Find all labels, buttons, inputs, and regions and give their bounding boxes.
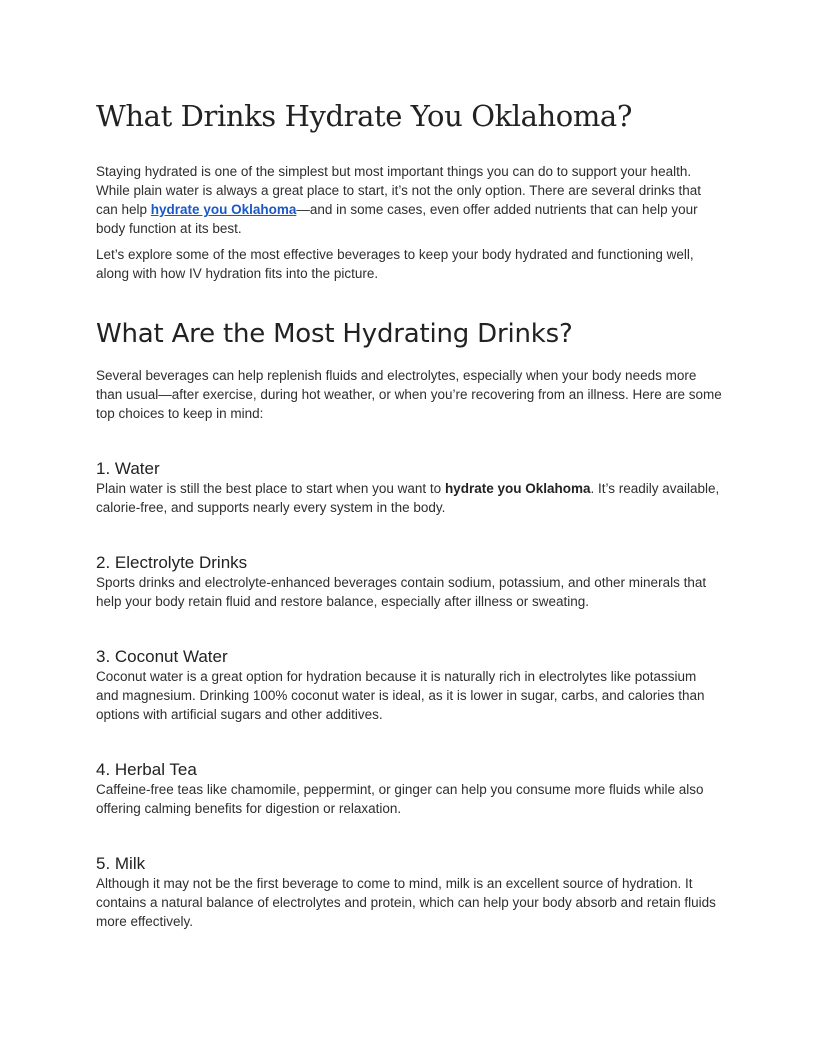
intro-text-part1: Staying hydrated is one of the simplest but most important things you can do to support your health. While plain water is always a great place to start, it’s not the only option. There are several drinks that can help [96,164,702,217]
list-item-herbal-tea [96,760,722,818]
item-heading: 4. Herbal Tea [96,760,197,779]
intro-paragraph-2: Let’s explore some of the most effective beverages to keep your body hydrated and functioning well, along with how IV hydration fits into the picture. [96,247,694,281]
item-text [96,479,722,517]
item-heading: 1. Water [96,459,160,478]
list-item-electrolyte-drinks [96,553,722,611]
item-text: Caffeine-free teas like chamomile, peppermint, or ginger can help you consume more fluids while also offering calming benefits for digestion or relaxation. [96,782,704,816]
list-item-coconut-water [96,647,722,724]
item-heading: 3. Coconut Water [96,647,228,666]
hydrate-you-oklahoma-link[interactable]: hydrate you Oklahoma [150,202,297,217]
intro-text-part2: —and in some cases, even offer added nutrients that can help your body function at its best. [96,202,698,236]
document-page [96,96,722,931]
list-item-water [96,459,722,517]
item-text-part1: Plain water is still the best place to start when you want to [96,481,445,496]
list-item-milk [96,854,722,931]
page-title: What Drinks Hydrate You Oklahoma? [96,99,632,133]
section-heading: What Are the Most Hydrating Drinks? [96,319,573,349]
item-text: Sports drinks and electrolyte-enhanced beverages contain sodium, potassium, and other minerals that help your body retain fluid and restore balance, especially after illness or sweating. [96,575,707,609]
item-text-bold: hydrate you Oklahoma [444,481,591,496]
item-text: Coconut water is a great option for hydration because it is naturally rich in electrolytes like potassium and magnesium. Drinking 100% coconut water is ideal, as it is lower in sugar, carbs, and calories than options with artificial sugars and other additives. [96,669,705,722]
section-intro-paragraph: Several beverages can help replenish fluids and electrolytes, especially when your body needs more than usual—after exercise, during hot weather, or when you’re recovering from an illness. Here are some top choices to keep in mind: [96,368,722,421]
item-heading: 2. Electrolyte Drinks [96,553,248,572]
intro-paragraph-1 [96,162,722,238]
item-text: Although it may not be the first beverage to come to mind, milk is an excellent source of hydration. It contains a natural balance of electrolytes and protein, which can help your body absorb and retain fluids more effectively. [96,876,716,929]
item-text-part2: . It’s readily available, calorie-free, and supports nearly every system in the body. [96,481,720,515]
item-heading: 5. Milk [96,854,146,873]
